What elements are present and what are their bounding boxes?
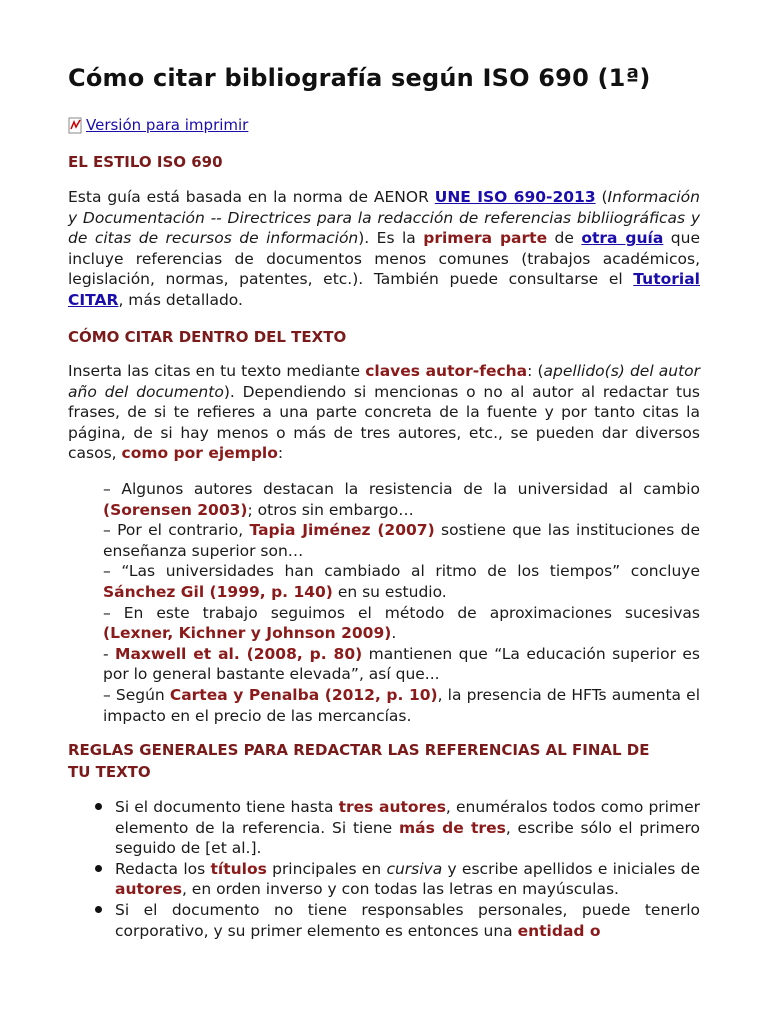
- une-iso-link[interactable]: UNE ISO 690-2013: [434, 188, 596, 206]
- list-item: [115, 797, 700, 859]
- heading-line: TU TEXTO: [68, 763, 151, 781]
- text: – Algunos autores destacan la resistencia de la universidad al cambio: [103, 480, 700, 498]
- list-item: [103, 644, 700, 685]
- tutorial-citar-link[interactable]: Tutorial CITAR: [68, 270, 700, 309]
- text: – Por el contrario,: [103, 521, 250, 540]
- rule-highlight: tres autores: [338, 798, 446, 816]
- citation-highlight: Sánchez Gil (1999, p. 140): [103, 582, 333, 601]
- rule-highlight: autores: [115, 880, 182, 899]
- text: mantienen que “La educación superior es por lo general bastante elevada”, así que...: [103, 644, 700, 684]
- heading-line: REGLAS GENERALES PARA REDACTAR LAS REFERENCIAS AL FINAL DE: [68, 741, 650, 759]
- ejemplo-highlight: como por ejemplo: [121, 444, 278, 463]
- estilo-paragraph: [68, 187, 700, 311]
- text: – Según: [103, 685, 170, 704]
- examples-list: [103, 479, 700, 726]
- list-item: [115, 859, 700, 900]
- text: Esta guía está basada en la norma de AENOR: [68, 188, 435, 206]
- list-item: [115, 900, 700, 941]
- citation-highlight: (Lexner, Kichner y Johnson 2009): [103, 624, 392, 643]
- text: :: [277, 444, 284, 463]
- list-item: [103, 479, 700, 520]
- text: ; otros sin embargo…: [247, 500, 414, 519]
- text: -: [103, 644, 116, 663]
- primera-parte-highlight: primera parte: [423, 229, 548, 248]
- text: Inserta las citas en tu texto mediante: [68, 362, 366, 380]
- text: en su estudio.: [332, 582, 447, 601]
- list-item: [103, 603, 700, 644]
- text: ). Dependiendo si mencionas o no al autor al redactar tus frases, de si te refieres a una parte concreta de la fuente y por tanto citas la página, de si hay menos o más de tres autores, etc., se pueden dar diversos casos,: [68, 382, 700, 463]
- text: principales en: [266, 859, 387, 878]
- text: ). Es la: [358, 229, 424, 248]
- pdf-icon: [68, 117, 83, 134]
- italic-word: cursiva: [386, 859, 443, 878]
- print-version-row: [68, 116, 248, 134]
- list-item: [103, 561, 700, 602]
- text: – En este trabajo seguimos el método de aproximaciones sucesivas: [103, 603, 700, 622]
- section-heading-reglas: [68, 739, 700, 783]
- rules-list: [115, 797, 700, 941]
- citation-highlight: Tapia Jiménez (2007): [249, 521, 435, 540]
- text: : (: [527, 362, 544, 380]
- rule-highlight: más de tres: [399, 818, 506, 837]
- citation-highlight: (Sorensen 2003): [103, 500, 248, 519]
- citation-highlight: Cartea y Penalba (2012, p. 10): [169, 685, 438, 704]
- text: Si el documento no tiene responsables personales, puede tenerlo corporativo, y su primer elemento es entonces una: [115, 900, 700, 940]
- claves-format: apellido(s) del autor año del documento: [68, 362, 700, 401]
- rule-highlight: títulos: [210, 859, 267, 878]
- section-heading-estilo: EL ESTILO ISO 690: [68, 153, 223, 171]
- text: (: [595, 188, 608, 206]
- text: de: [547, 229, 582, 248]
- text: Redacta los: [115, 859, 211, 878]
- otra-guia-link[interactable]: otra guía: [581, 229, 664, 248]
- text: , más detallado.: [118, 290, 243, 309]
- text: , enuméralos todos como primer elemento de la referencia. Si tiene: [115, 798, 700, 837]
- text: sostiene que las instituciones de enseñanza superior son…: [103, 521, 700, 560]
- claves-highlight: claves autor-fecha: [365, 362, 528, 380]
- text: , escribe sólo el primero seguido de [et al.].: [115, 818, 700, 858]
- text: Si el documento tiene hasta: [115, 798, 339, 816]
- citation-highlight: Maxwell et al. (2008, p. 80): [115, 644, 363, 663]
- text: – “Las universidades han cambiado al ritmo de los tiempos” concluye: [103, 562, 700, 581]
- list-item: [103, 520, 700, 561]
- section-heading-citar: CÓMO CITAR DENTRO DEL TEXTO: [68, 328, 347, 346]
- text: , en orden inverso y con todas las letras en mayúsculas.: [181, 880, 619, 899]
- bullet-icon: [95, 803, 102, 810]
- bullet-icon: [95, 865, 102, 872]
- text: , la presencia de HFTs aumenta el impacto en el precio de las mercancías.: [103, 685, 700, 725]
- rule-highlight: entidad o: [517, 921, 601, 940]
- text: .: [391, 624, 397, 643]
- norma-title: Información y Documentación -- Directrices para la redacción de referencias bibliiográficas y de citas de recursos de información: [68, 188, 700, 248]
- text: y escribe apellidos e iniciales de: [442, 859, 700, 878]
- list-item: [103, 685, 700, 726]
- text: que incluye referencias de documentos menos comunes (trabajos académicos, legislación, normas, patentes, etc.). También puede consultarse el: [68, 229, 700, 289]
- page-title: Cómo citar bibliografía según ISO 690 (1ª): [68, 64, 651, 92]
- citar-paragraph: [68, 361, 700, 464]
- print-version-link[interactable]: Versión para imprimir: [86, 116, 249, 134]
- bullet-icon: [95, 906, 102, 913]
